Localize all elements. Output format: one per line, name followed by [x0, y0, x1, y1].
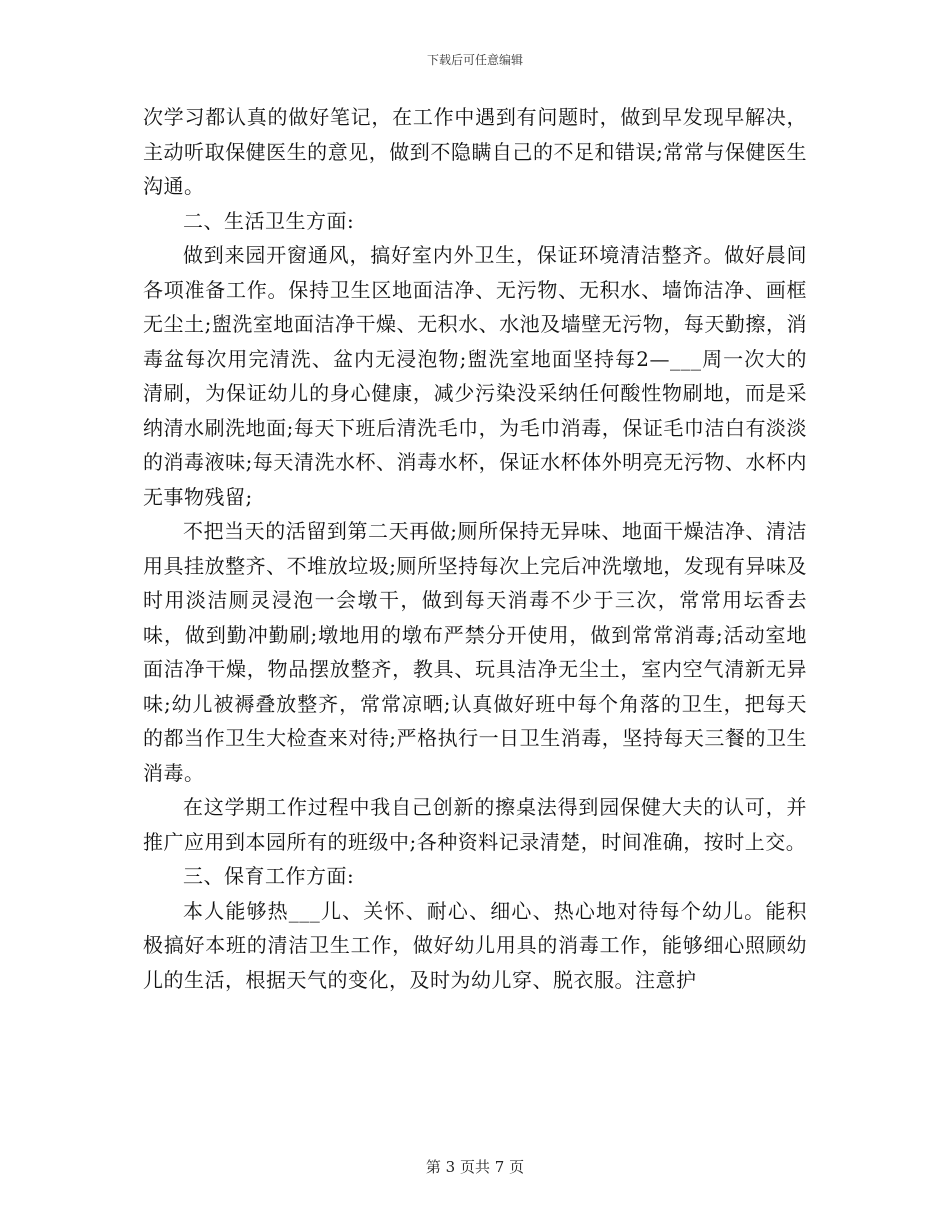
- document-body: [143, 100, 807, 997]
- section-heading-care: 三、保育工作方面:: [183, 864, 355, 888]
- paragraph-continuation: 次学习都认真的做好笔记，在工作中遇到有问题时，做到早发现早解决，主动听取保健医生的意见，做到不隐瞒自己的不足和错误;常常与保健医生沟通。: [143, 105, 807, 198]
- paragraph-hygiene-innovation: 在这学期工作过程中我自己创新的擦桌法得到园保健大夫的认可，并推广应用到本园所有的班级中;各种资料记录清楚，时间准确，按时上交。: [143, 795, 807, 854]
- page-header: 下载后可任意编辑: [426, 53, 523, 67]
- paragraph-care: 本人能够热___儿、关怀、耐心、细心、热心地对待每个幼儿。能积极搞好本班的清洁卫生工作，做好幼儿用具的消毒工作，能够细心照顾幼儿的生活，根据天气的变化，及时为幼儿穿、脱衣服。注意护: [143, 898, 807, 992]
- paragraph-hygiene-daily: 做到来园开窗通风，搞好室内外卫生，保证环境清洁整齐。做好晨间各项准备工作。保持卫生区地面洁净、无污物、无积水、墙饰洁净、画框无尘土;盥洗室地面洁净干燥、无积水、水池及墙壁无污物，每天勤擦，消毒盆每次用完清洗、盆内无浸泡物;盥洗室地面坚持每2—___周一次大的清刷，为保证幼儿的身心健康，减少污染没采纳任何酸性物刷地，而是采纳清水刷洗地面;每天下班后清洗毛巾，为毛巾消毒，保证毛巾洁白有淡淡的消毒液味;每天清洗水杯、消毒水杯，保证水杯体外明亮无污物、水杯内无事物残留;: [143, 243, 807, 509]
- paragraph-hygiene-toilet: 不把当天的活留到第二天再做;厕所保持无异味、地面干燥洁净、清洁用具挂放整齐、不堆放垃圾;厕所坚持每次上完后冲洗墩地，发现有异味及时用淡洁厕灵浸泡一会墩干，做到每天消毒不少于三次，常常用坛香去味，做到勤冲勤刷;墩地用的墩布严禁分开使用，做到常常消毒;活动室地面洁净干燥，物品摆放整齐，教具、玩具洁净无尘土，室内空气清新无异味;幼儿被褥叠放整齐，常常凉晒;认真做好班中每个角落的卫生，把每天的都当作卫生大检查来对待;严格执行一日卫生消毒，坚持每天三餐的卫生消毒。: [143, 519, 807, 785]
- page-footer: 第 3 页共 7 页: [425, 1158, 525, 1176]
- section-heading-hygiene: 二、生活卫生方面:: [183, 208, 355, 233]
